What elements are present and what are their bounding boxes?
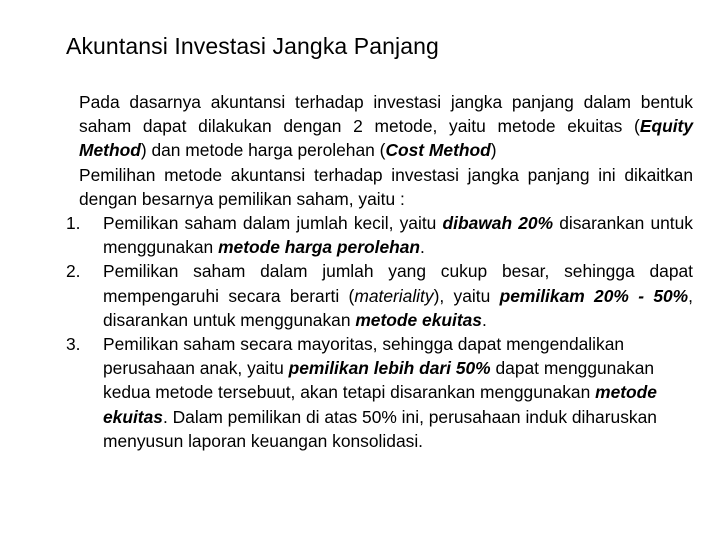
slide-body (66, 90, 693, 453)
item1-text-2: disarankan untuk menggunakan (103, 213, 693, 258)
list-item-number: 1. (66, 213, 81, 234)
list-item-text (103, 332, 693, 453)
slide-title: Akuntansi Investasi Jangka Panjang (66, 33, 439, 59)
item3-text-3: . Dalam pemilikan di atas 50% ini, perusahaan induk diharuskan menyusun laporan keuangan konsolidasi. (103, 406, 657, 451)
item1-threshold: dibawah 20% (442, 213, 554, 234)
list-item (66, 259, 693, 332)
item1-text-3: . (420, 237, 425, 258)
intro-text-2: ) dan metode harga perolehan ( (140, 140, 386, 161)
item1-method: metode harga perolehan (218, 237, 421, 258)
equity-method-term: Equity Method (79, 116, 693, 161)
item2-text-4: . (481, 309, 487, 330)
item3-threshold: pemilikan lebih dari 50% (288, 358, 491, 379)
intro-paragraph (79, 90, 693, 163)
item1-text-1: Pemilikan saham dalam jumlah kecil, yaitu (103, 213, 443, 234)
item2-text-1: Pemilikan saham dalam jumlah yang cukup besar, sehingga dapat mempengaruhi secara berarti ( (103, 261, 693, 306)
item2-text-2: ), yaitu (433, 285, 500, 306)
list-item (66, 211, 693, 259)
item2-text-3: , disarankan untuk menggunakan (103, 285, 693, 330)
cost-method-term: Cost Method (385, 140, 491, 161)
ownership-list (66, 211, 693, 453)
list-item-number: 2. (66, 261, 81, 282)
list-item-number: 3. (66, 334, 81, 355)
item2-threshold: pemilikam 20% - 50% (499, 285, 689, 306)
list-item-text (103, 259, 693, 332)
item3-method: metode ekuitas (103, 382, 657, 427)
item2-method: metode ekuitas (355, 309, 482, 330)
list-item-text (103, 211, 693, 259)
item2-materiality: materiality (354, 285, 434, 306)
item3-text-1: Pemilikan saham secara mayoritas, sehingga dapat mengendalikan perusahaan anak, yaitu (103, 334, 625, 379)
list-item (66, 332, 693, 453)
intro-text-1: Pada dasarnya akuntansi terhadap investasi jangka panjang dalam bentuk saham dapat dilakukan dengan 2 metode, yaitu metode ekuitas ( (79, 92, 693, 137)
selection-paragraph: Pemilihan metode akuntansi terhadap investasi jangka panjang ini dikaitkan dengan besarnya pemilikan saham, yaitu : (79, 164, 693, 209)
intro-text-3: ) (490, 140, 497, 161)
item3-text-2: dapat menggunakan kedua metode tersebuut, akan tetapi disarankan menggunakan (103, 358, 655, 403)
